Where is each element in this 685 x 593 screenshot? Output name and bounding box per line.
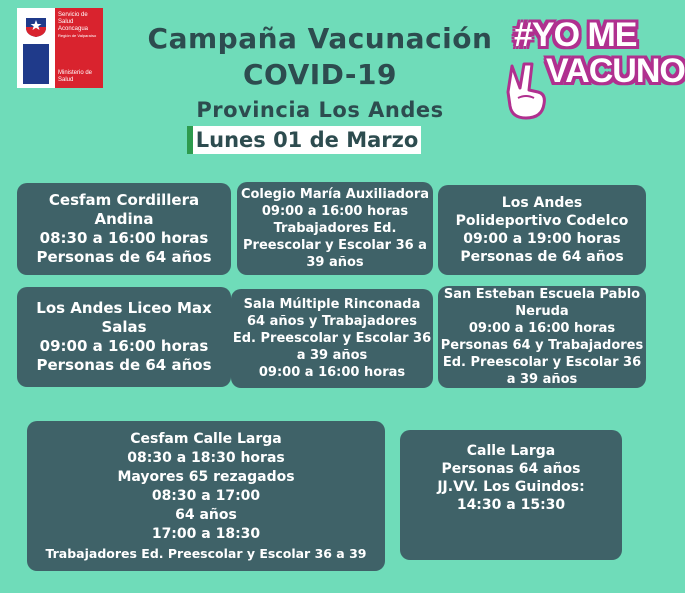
card-line: Polideportivo Codelco [455,213,629,229]
card-line: Preescolar y Escolar 36 a [243,238,427,253]
card-line: Trabajadores Ed. [273,221,397,236]
card-line: Ed. Preescolar y Escolar 36 [232,331,432,346]
card-line: Personas 64 años [441,461,581,477]
servicio-salud-logo [17,8,103,88]
card-line: Personas de 64 años [460,249,624,265]
card-line: 14:30 a 15:30 [456,497,566,513]
card-escuela-pablo-neruda [438,286,646,388]
card-line: Personas de 64 años [36,356,212,374]
card-calle-larga-guindos [400,430,622,560]
card-line: 08:30 a 18:30 horas [127,449,285,466]
card-line: 09:00 a 16:00 horas [261,204,409,219]
card-line: 64 años [175,506,237,523]
campaign-title: Campaña Vacunación [147,22,493,55]
card-polideportivo-codelco [438,185,646,275]
card-cesfam-cordillera-andina [17,183,231,275]
card-line: 09:00 a 16:00 horas [468,321,616,336]
card-line: 08:30 a 17:00 [151,487,261,504]
card-line: 17:00 a 18:30 [151,525,261,542]
card-cesfam-calle-larga [27,421,385,571]
card-sala-multiple-rinconada [231,289,433,388]
card-line: Calle Larga [466,443,556,459]
card-line: Ed. Preescolar y Escolar 36 [442,355,642,370]
chile-crest-icon [23,14,49,38]
card-line: Cesfam Calle Larga [130,430,282,447]
card-line: 09:00 a 16:00 horas [258,365,406,380]
card-line: Personas de 64 años [36,248,212,266]
logo-blue-band [23,44,49,84]
card-line: Andina [94,210,154,228]
card-line: Salas [101,318,147,336]
card-line: Sala Múltiple Rinconada [243,297,421,312]
card-line: JJ.VV. Los Guindos: [437,479,585,495]
card-line: 09:00 a 19:00 horas [463,231,621,247]
hashtag-line2: VACUNO [546,52,685,90]
card-line: Colegio María Auxiliadora [240,187,430,202]
card-line: Los Andes [501,195,583,211]
card-line: a 39 años [506,372,578,387]
province-title: Provincia Los Andes [196,98,444,122]
card-line: a 39 años [296,348,368,363]
card-line: Cesfam Cordillera [48,191,200,209]
card-colegio-maria-auxiliadora [237,182,433,275]
campaign-subtitle: COVID-19 [242,58,398,91]
card-line: 39 años [306,255,364,270]
card-line: Los Andes Liceo Max [36,299,212,317]
hashtag-line1: #YO ME [514,16,637,54]
logo-org-text: Servicio de Salud Aconcagua Región de Valparaíso [58,12,97,38]
card-line: Personas 64 y Trabajadores [440,338,644,353]
card-line: 08:30 a 16:00 horas [39,229,209,247]
date-banner: Lunes 01 de Marzo [187,126,421,154]
logo-ministry-text: Ministerio de Salud [58,70,93,83]
card-line: Mayores 65 rezagados [117,468,295,485]
card-line: Neruda [515,304,569,319]
card-line: Trabajadores Ed. Preescolar y Escolar 36 a 39 [45,545,367,561]
card-line: San Esteban Escuela Pablo [443,287,641,302]
card-liceo-max-salas [17,287,231,387]
card-line: 09:00 a 16:00 horas [39,337,209,355]
card-line: 64 años y Trabajadores [247,314,417,329]
